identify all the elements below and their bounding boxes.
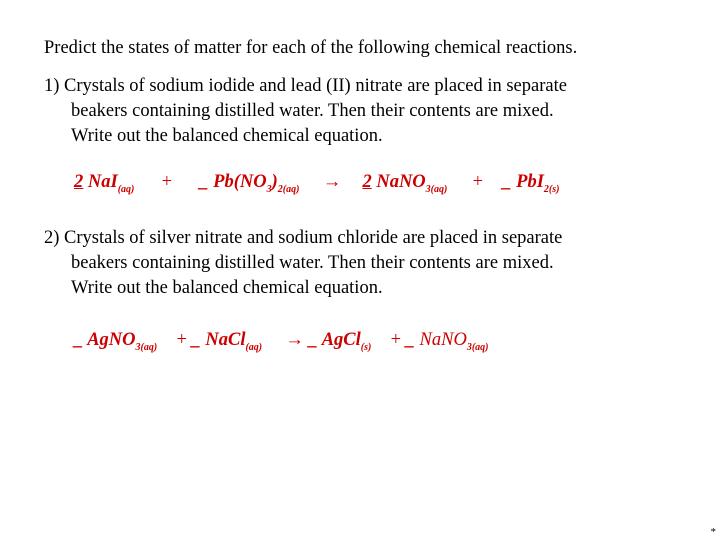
question-2-line-1: 2) Crystals of silver nitrate and sodium chloride are placed in separate xyxy=(44,228,563,248)
eq1-species-3: NaNO xyxy=(376,172,426,192)
eq1-state-2: 2(aq) xyxy=(277,184,300,195)
slide-heading: Predict the states of matter for each of the following chemical reactions. xyxy=(44,38,578,58)
eq2-species-2: NaCl xyxy=(205,330,246,350)
eq1-coefficient-2: _ xyxy=(199,172,209,192)
eq1-state-1: (aq) xyxy=(117,184,135,195)
eq2-coefficient-2: _ xyxy=(191,330,201,350)
eq2-coefficient-3: _ xyxy=(308,330,318,350)
eq1-species-2-subscript: 3 xyxy=(266,184,272,195)
eq1-arrow: → xyxy=(322,172,342,192)
question-2-line-3: Write out the balanced chemical equation. xyxy=(71,278,383,298)
corner-asterisk: * xyxy=(710,526,716,538)
eq2-coefficient-1: _ xyxy=(74,330,84,350)
question-1-line-1: 1) Crystals of sodium iodide and lead (II) nitrate are placed in separate xyxy=(44,76,567,96)
equation-1 xyxy=(74,172,559,195)
eq2-state-4: 3(aq) xyxy=(466,342,489,353)
eq2-state-1: 3(aq) xyxy=(135,342,158,353)
eq1-coefficient-4: _ xyxy=(502,172,512,192)
eq2-state-3: (s) xyxy=(360,342,372,353)
eq2-species-3: AgCl xyxy=(321,330,361,350)
eq1-state-4: 2(s) xyxy=(543,184,560,195)
eq1-species-2-close: ) xyxy=(271,172,278,192)
eq2-species-4: NaNO xyxy=(419,330,467,350)
eq1-state-3: 3(aq) xyxy=(425,184,448,195)
eq2-plus-2: + xyxy=(390,330,402,350)
equation-2 xyxy=(74,330,489,353)
eq2-arrow: → xyxy=(285,330,304,350)
eq1-plus-1: + xyxy=(161,172,173,192)
question-1 xyxy=(44,74,567,149)
eq2-plus-1: + xyxy=(176,330,187,350)
eq2-species-1: AgNO xyxy=(87,330,136,350)
question-1-line-2: beakers containing distilled water. Then their contents are mixed. xyxy=(71,101,554,121)
eq1-coefficient-3: 2 xyxy=(362,172,372,192)
eq1-species-4: PbI xyxy=(516,172,544,192)
eq1-plus-2: + xyxy=(472,172,484,192)
eq1-species-2: Pb(NO xyxy=(213,172,267,192)
eq2-state-2: (aq) xyxy=(245,342,263,353)
eq1-species-1: NaI xyxy=(87,172,118,192)
question-2 xyxy=(44,226,562,301)
eq2-coefficient-4: _ xyxy=(405,330,415,350)
question-2-line-2: beakers containing distilled water. Then their contents are mixed. xyxy=(71,253,554,273)
question-1-line-3: Write out the balanced chemical equation. xyxy=(71,126,383,146)
eq1-coefficient-1: 2 xyxy=(74,172,84,192)
